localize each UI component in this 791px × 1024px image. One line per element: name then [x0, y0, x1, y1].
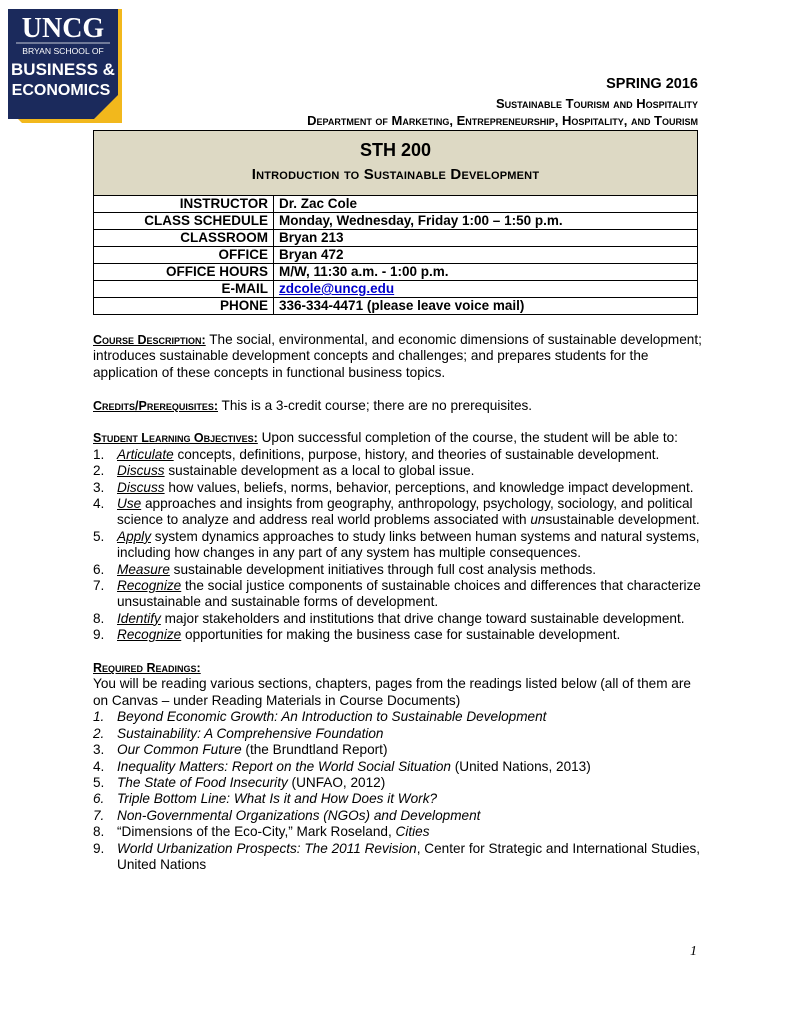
info-row-email	[94, 281, 698, 298]
section-text: Upon successful completion of the course, the student will be able to:	[257, 430, 678, 446]
list-item	[93, 824, 703, 840]
item-text: concepts, definitions, purpose, history, and theories of sustainable development.	[173, 446, 660, 462]
list-item	[93, 841, 703, 874]
item-text: , Center for Strategic and International Studies, United Nations	[117, 840, 701, 872]
info-row-schedule	[94, 213, 698, 230]
reading-title: Non-Governmental Organizations (NGOs) and Development	[117, 807, 481, 823]
list-item	[93, 562, 703, 578]
item-number: 9.	[93, 627, 105, 643]
reading-title: Triple Bottom Line: What Is it and How Does it Work?	[117, 791, 438, 807]
item-text: “Dimensions of the Eco-City,” Mark Roseland,	[117, 824, 396, 840]
list-item	[93, 447, 703, 463]
item-text: how values, beliefs, norms, behavior, perceptions, and knowledge impact development.	[164, 479, 694, 495]
list-item	[93, 742, 703, 758]
section-heading: Course Description:	[93, 333, 206, 347]
email-link[interactable]: zdcole@uncg.edu	[279, 281, 395, 296]
item-verb: Recognize	[117, 627, 182, 643]
info-value: Monday, Wednesday, Friday 1:00 – 1:50 p.m.	[274, 213, 698, 230]
item-number: 2.	[93, 725, 105, 741]
readings-intro: You will be reading various sections, chapters, pages from the readings listed below (all of them are on Canvas – under Reading Materials in Course Documents)	[93, 676, 691, 708]
section-heading: Credits/Prerequisites:	[93, 398, 219, 413]
info-label: E-MAIL	[94, 281, 274, 298]
logo-uncg-text: UNCG	[21, 13, 105, 44]
list-item	[93, 759, 703, 775]
list-item	[93, 726, 703, 742]
info-row-instructor	[94, 196, 698, 213]
section-text: This is a 3-credit course; there are no prerequisites.	[218, 397, 533, 413]
info-value-cell	[274, 281, 698, 298]
logo-school-text: BRYAN SCHOOL OF	[22, 46, 104, 56]
syllabus-body	[93, 332, 703, 873]
item-text: system dynamics approaches to study links between human systems and natural systems, including how changes in any part of any system has multiple consequences.	[117, 528, 700, 561]
item-text: sustainable development as a local to global issue.	[164, 463, 475, 479]
list-item	[93, 808, 703, 824]
section-heading: Required Readings:	[93, 661, 201, 676]
logo-economics-text: ECONOMICS	[11, 82, 111, 99]
list-item	[93, 791, 703, 807]
objectives-list	[93, 447, 703, 644]
item-number: 2.	[93, 463, 105, 479]
reading-title: Inequality Matters: Report on the World Social Situation	[117, 758, 451, 774]
item-text: opportunities for making the business case for sustainable development.	[181, 627, 621, 643]
item-number: 3.	[93, 742, 105, 758]
item-text: sustainable development initiatives through full cost analysis methods.	[169, 561, 597, 577]
info-row-office	[94, 247, 698, 264]
objectives-intro	[93, 430, 703, 446]
readings-list	[93, 709, 703, 873]
item-number: 6.	[93, 791, 105, 807]
course-title-box	[93, 130, 698, 196]
list-item	[93, 529, 703, 562]
item-emphasis: un	[530, 512, 546, 528]
course-info-table	[93, 195, 698, 315]
info-value: Bryan 213	[274, 230, 698, 247]
reading-title: World Urbanization Prospects: The 2011 Revision	[117, 840, 417, 856]
item-text: the social justice components of sustainable choices and differences that characterize unsustainable and sustainable forms of development.	[117, 578, 701, 610]
uncg-bryan-school-logo	[8, 9, 122, 123]
item-text: major stakeholders and institutions that drive change toward sustainable development.	[160, 610, 685, 626]
list-item	[93, 578, 703, 611]
item-number: 5.	[93, 774, 105, 790]
item-verb: Discuss	[117, 479, 165, 495]
program-name: Sustainable Tourism and Hospitality	[496, 96, 698, 111]
item-verb: Apply	[117, 528, 152, 544]
item-verb: Measure	[117, 561, 170, 577]
reading-title: Our Common Future	[117, 742, 242, 758]
list-item	[93, 775, 703, 791]
course-name: Introduction to Sustainable Development	[251, 166, 540, 183]
reading-title: Cities	[395, 824, 430, 840]
list-item	[93, 611, 703, 627]
item-number: 7.	[93, 578, 105, 594]
info-row-phone	[94, 298, 698, 315]
item-number: 5.	[93, 528, 105, 544]
item-verb: Recognize	[117, 578, 182, 594]
item-verb: Discuss	[117, 463, 165, 479]
reading-title: The State of Food Insecurity	[117, 774, 288, 790]
item-number: 8.	[93, 824, 105, 840]
term-label: SPRING 2016	[606, 76, 698, 92]
reading-title: Beyond Economic Growth: An Introduction to Sustainable Development	[117, 709, 547, 725]
info-label: CLASSROOM	[94, 230, 274, 247]
item-number: 6.	[93, 561, 105, 577]
list-item	[93, 627, 703, 643]
info-label: OFFICE HOURS	[94, 264, 274, 281]
info-value: Bryan 472	[274, 247, 698, 264]
item-text: (United Nations, 2013)	[450, 758, 591, 774]
info-value: 336-334-4471 (please leave voice mail)	[274, 298, 698, 315]
readings-heading	[93, 660, 703, 676]
info-label: CLASS SCHEDULE	[94, 213, 274, 230]
info-row-office-hours	[94, 264, 698, 281]
reading-title: Sustainability: A Comprehensive Foundation	[117, 725, 384, 741]
logo-business-text: BUSINESS &	[11, 60, 115, 79]
list-item	[93, 463, 703, 479]
item-verb: Use	[117, 496, 142, 512]
info-row-classroom	[94, 230, 698, 247]
section-heading: Student Learning Objectives:	[93, 431, 258, 446]
item-number: 8.	[93, 610, 105, 626]
item-number: 3.	[93, 479, 105, 495]
item-text: (UNFAO, 2012)	[287, 774, 386, 790]
list-item	[93, 709, 703, 725]
item-number: 4.	[93, 758, 105, 774]
course-description	[93, 332, 703, 381]
info-label: PHONE	[94, 298, 274, 315]
item-text: (the Brundtland Report)	[241, 742, 388, 758]
info-label: INSTRUCTOR	[94, 196, 274, 213]
credits-prerequisites	[93, 398, 703, 414]
item-verb: Identify	[117, 610, 161, 626]
item-number: 7.	[93, 807, 105, 823]
course-code: STH 200	[359, 140, 432, 160]
department-name: Department of Marketing, Entrepreneurship, Hospitality, and Tourism	[307, 113, 698, 128]
list-item	[93, 480, 703, 496]
item-text: approaches and insights from geography, anthropology, psychology, sociology, and political science to analyze and address real world problems associated with	[117, 496, 693, 528]
list-item	[93, 496, 703, 529]
page-number: 1	[690, 944, 697, 959]
info-value: Dr. Zac Cole	[274, 196, 698, 213]
item-number: 1.	[93, 709, 105, 725]
info-value: M/W, 11:30 a.m. - 1:00 p.m.	[274, 264, 698, 281]
info-label: OFFICE	[94, 247, 274, 264]
section-text: The social, environmental, and economic dimensions of sustainable development; introduces sustainable development concepts and challenges; and prepares students for the application of these concepts in functional business topics.	[93, 332, 702, 380]
item-number: 9.	[93, 840, 105, 856]
item-verb: Articulate	[117, 446, 174, 462]
item-text: sustainable development.	[545, 512, 700, 528]
item-number: 4.	[93, 496, 105, 512]
item-number: 1.	[93, 446, 105, 462]
